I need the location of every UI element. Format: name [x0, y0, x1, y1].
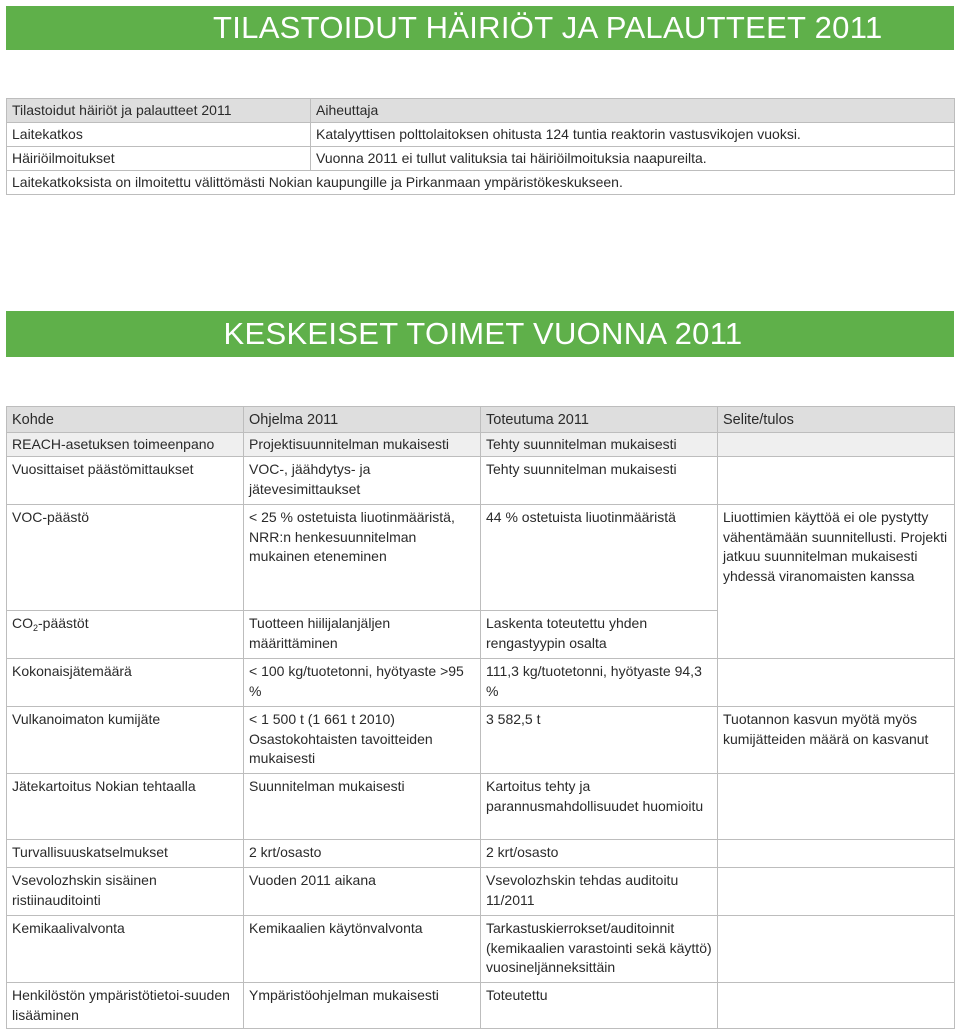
- table-row: [7, 123, 955, 147]
- table-cell: Kemikaalien käytönvalvonta: [244, 916, 481, 983]
- header-cell: Kohde: [7, 407, 244, 433]
- table-cell: 2 krt/osasto: [244, 840, 481, 868]
- table-cell: Katalyyttisen polttolaitoksen ohitusta 124 tuntia reaktorin vastusvikojen vuoksi.: [311, 123, 955, 147]
- table-row: [7, 868, 955, 916]
- table-row: [7, 171, 955, 195]
- table-cell: [718, 774, 955, 840]
- table-cell: Projektisuunnitelman mukaisesti: [244, 433, 481, 457]
- table-row: [7, 457, 955, 505]
- table-cell: VOC-päästö: [7, 505, 244, 611]
- table-cell: Laskenta toteutettu yhden rengastyypin osalta: [481, 611, 718, 659]
- table-row: [7, 659, 955, 707]
- table-cell: 44 % ostetuista liuotinmääristä: [481, 505, 718, 611]
- section-title: KESKEISET TOIMET VUONNA 2011: [6, 311, 954, 357]
- table-cell: 111,3 kg/tuotetonni, hyötyaste 94,3 %: [481, 659, 718, 707]
- table-cell: Tarkastuskierrokset/auditoinnit (kemikaalien varastointi sekä käyttö) vuosineljänneksittäin: [481, 916, 718, 983]
- table-cell: Jätekartoitus Nokian tehtaalla: [7, 774, 244, 840]
- header-cell: Ohjelma 2011: [244, 407, 481, 433]
- table-cell: [7, 611, 244, 659]
- table-note: Laitekatkoksista on ilmoitettu välittömästi Nokian kaupungille ja Pirkanmaan ympäristökeskukseen.: [7, 171, 955, 195]
- page-title: TILASTOIDUT HÄIRIÖT JA PALAUTTEET 2011: [6, 6, 954, 50]
- header-cell: Aiheuttaja: [311, 99, 955, 123]
- table-cell: Tehty suunnitelman mukaisesti: [481, 457, 718, 505]
- table-row: [7, 916, 955, 983]
- table-cell: VOC-, jäähdytys- ja jätevesimittaukset: [244, 457, 481, 505]
- table-cell: Vuonna 2011 ei tullut valituksia tai häiriöilmoituksia naapureilta.: [311, 147, 955, 171]
- table-cell: [718, 659, 955, 707]
- table-cell: Henkilöstön ympäristötietoi-suuden lisääminen: [7, 983, 244, 1029]
- co2-suffix: -päästöt: [38, 615, 89, 631]
- table-cell: Vulkanoimaton kumijäte: [7, 707, 244, 774]
- table-cell: REACH-asetuksen toimeenpano: [7, 433, 244, 457]
- header-cell: Tilastoidut häiriöt ja palautteet 2011: [7, 99, 311, 123]
- table-cell: Turvallisuuskatselmukset: [7, 840, 244, 868]
- table-cell: Tuotannon kasvun myötä myös kumijätteiden määrä on kasvanut: [718, 707, 955, 774]
- table-cell: Vuoden 2011 aikana: [244, 868, 481, 916]
- co2-subscript: 2: [33, 623, 39, 633]
- table-cell: [718, 868, 955, 916]
- table-cell: Laitekatkos: [7, 123, 311, 147]
- table-cell: Tehty suunnitelman mukaisesti: [481, 433, 718, 457]
- table-cell: < 100 kg/tuotetonni, hyötyaste >95 %: [244, 659, 481, 707]
- table-row: [7, 505, 955, 611]
- table-cell: Ympäristöohjelman mukaisesti: [244, 983, 481, 1029]
- table-cell: [718, 457, 955, 505]
- table-cell: Kokonaisjätemäärä: [7, 659, 244, 707]
- table-cell: Vsevolozhskin sisäinen ristiinauditointi: [7, 868, 244, 916]
- table-header-row: [7, 407, 955, 433]
- table-cell: Vuosittaiset päästömittaukset: [7, 457, 244, 505]
- table-row: [7, 983, 955, 1029]
- header-cell: Toteutuma 2011: [481, 407, 718, 433]
- table-header-row: [7, 99, 955, 123]
- table-cell: Häiriöilmoitukset: [7, 147, 311, 171]
- table-row: [7, 707, 955, 774]
- table-row: [7, 840, 955, 868]
- co2-label: CO: [12, 615, 33, 631]
- table-cell: Kemikaalivalvonta: [7, 916, 244, 983]
- table-cell: Kartoitus tehty ja parannusmahdollisuudet huomioitu: [481, 774, 718, 840]
- table-cell: 3 582,5 t: [481, 707, 718, 774]
- table-cell: [718, 983, 955, 1029]
- table-cell: [718, 840, 955, 868]
- table-cell: [718, 433, 955, 457]
- table-cell: [718, 916, 955, 983]
- header-cell: Selite/tulos: [718, 407, 955, 433]
- table-cell: Vsevolozhskin tehdas auditoitu 11/2011: [481, 868, 718, 916]
- table-row: [7, 774, 955, 840]
- table-cell: Tuotteen hiilijalanjäljen määrittäminen: [244, 611, 481, 659]
- table-cell: Toteutettu: [481, 983, 718, 1029]
- table-cell: < 1 500 t (1 661 t 2010) Osastokohtaisten tavoitteiden mukaisesti: [244, 707, 481, 774]
- table-cell: 2 krt/osasto: [481, 840, 718, 868]
- table-cell: Suunnitelman mukaisesti: [244, 774, 481, 840]
- table-cell: < 25 % ostetuista liuotinmääristä, NRR:n henkesuunnitelman mukainen eteneminen: [244, 505, 481, 611]
- table-cell: Liuottimien käyttöä ei ole pystytty vähentämään suunnitellusti. Projekti jatkuu suunnitelman mukaisesti yhdessä viranomaisten kanssa: [718, 505, 955, 659]
- disturbances-table: [6, 98, 955, 195]
- table-row: [7, 433, 955, 457]
- actions-table: [6, 406, 955, 1029]
- table-row: [7, 147, 955, 171]
